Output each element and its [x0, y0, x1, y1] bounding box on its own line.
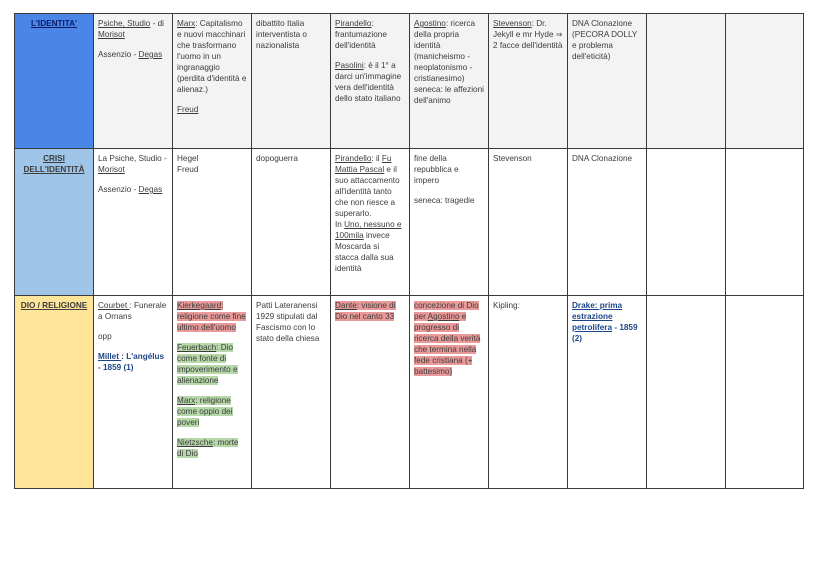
cell-text: Pirandello: il Fu Mattia Pascal e il suo attaccamento all'identità tanto che non riesce a superarlo. [335, 154, 400, 218]
table-cell[interactable] [331, 296, 410, 489]
table-cell[interactable] [489, 296, 568, 489]
cell-text: Marx: Capitalismo e nuovi macchinari che trasformano l'uomo in un ingranaggio (perdita d'identità e alienaz.) [177, 19, 247, 94]
table-cell-empty[interactable] [647, 149, 726, 296]
cell-text: Nietzsche: morte di Dio [177, 438, 239, 458]
cell-text: Pirandello: frantumazione dell'identità [335, 19, 387, 50]
table-cell[interactable] [331, 14, 410, 149]
cell-text: opp [98, 332, 112, 341]
table-cell[interactable] [410, 14, 489, 149]
table-cell[interactable] [568, 14, 647, 149]
cell-text: seneca: tragedie [414, 196, 475, 205]
table-cell[interactable] [94, 14, 173, 149]
table-cell-empty[interactable] [726, 14, 804, 149]
cell-text: Hegel [177, 154, 199, 163]
cell-text: Dante: visione di Dio nel canto 33 [335, 301, 396, 321]
row-header-dio-religione[interactable]: DIO / RELIGIONE [15, 296, 94, 489]
cell-text: Patti Lateranensi 1929 stipulati dal Fascismo con lo stato della chiesa [256, 301, 320, 343]
cell-text: Stevenson [493, 154, 532, 163]
table-cell[interactable] [252, 296, 331, 489]
cell-text: dopoguerra [256, 154, 298, 163]
cell-text: dibattito Italia interventista o nazionalista [256, 19, 307, 50]
table-cell[interactable] [173, 14, 252, 149]
table-cell[interactable] [173, 296, 252, 489]
table-cell-empty[interactable] [647, 14, 726, 149]
cell-text: Freud [177, 165, 199, 174]
cell-text: Drake: prima estrazione petrolifera - 1859 (2) [572, 301, 638, 343]
table-cell[interactable] [489, 149, 568, 296]
row-header-identita[interactable]: L'IDENTITA' [15, 14, 94, 149]
table-row [15, 14, 804, 149]
table-cell[interactable] [568, 296, 647, 489]
cell-text: seneca: le affezioni dell'animo [414, 85, 484, 105]
row-header-crisi[interactable]: CRISI DELL'IDENTITÀ [15, 149, 94, 296]
cell-text: Marx: religione come oppio dei poveri [177, 396, 233, 427]
cell-text: Assenzio - Degas [98, 185, 163, 194]
cell-text: Millet : L'angélus - 1859 (1) [98, 352, 165, 372]
cell-text: Feuerbach: Dio come fonte di impoverimento e alienazione [177, 343, 238, 385]
cell-text: Stevenson: Dr. Jekyll e mr Hyde ⇒ 2 facce dell'identità [493, 19, 563, 50]
table-cell[interactable] [252, 149, 331, 296]
table-cell-empty[interactable] [647, 296, 726, 489]
table-cell[interactable] [94, 296, 173, 489]
table-cell[interactable] [331, 149, 410, 296]
table-cell[interactable] [410, 296, 489, 489]
table-cell-empty[interactable] [726, 296, 804, 489]
cell-text: In Uno, nessuno e 100mila invece Moscarda si stacca dalla sua identità [335, 220, 402, 273]
table-cell[interactable] [410, 149, 489, 296]
cell-text: Agostino: ricerca della propria identità (manicheismo - neoplatonismo - cristianesimo) [414, 19, 475, 83]
cell-text: concezione di Dio per Agostino e progresso di ricerca della verità che termina nella fede cristiana (+ battesimo) [414, 301, 481, 376]
table-row [15, 296, 804, 489]
cell-text: Assenzio - Degas [98, 50, 163, 59]
cell-text: DNA Clonazione (PECORA DOLLY e problema dell'eticità) [572, 19, 638, 61]
table-cell[interactable] [252, 14, 331, 149]
cell-text: fine della repubblica e impero [414, 154, 459, 185]
cell-text: Kierkegaard: religione come fine ultimo dell'uomo [177, 301, 246, 332]
cell-text: Freud [177, 105, 199, 114]
table-cell[interactable] [568, 149, 647, 296]
table-cell[interactable] [489, 14, 568, 149]
cell-text: Courbet : Funerale a Ornans [98, 301, 167, 321]
cell-text: Psiche, Studio - di Morisot [98, 19, 164, 39]
cell-text: Kipling: [493, 301, 520, 310]
cell-text: La Psiche, Studio - Morisot [98, 154, 167, 174]
table-cell[interactable] [173, 149, 252, 296]
notes-table [14, 13, 804, 489]
table-cell-empty[interactable] [726, 149, 804, 296]
cell-text: Pasolini: è il 1° a darci un'immagine vera dell'identità dello stato italiano [335, 61, 402, 103]
table-row [15, 149, 804, 296]
table-cell[interactable] [94, 149, 173, 296]
cell-text: DNA Clonazione [572, 154, 633, 163]
